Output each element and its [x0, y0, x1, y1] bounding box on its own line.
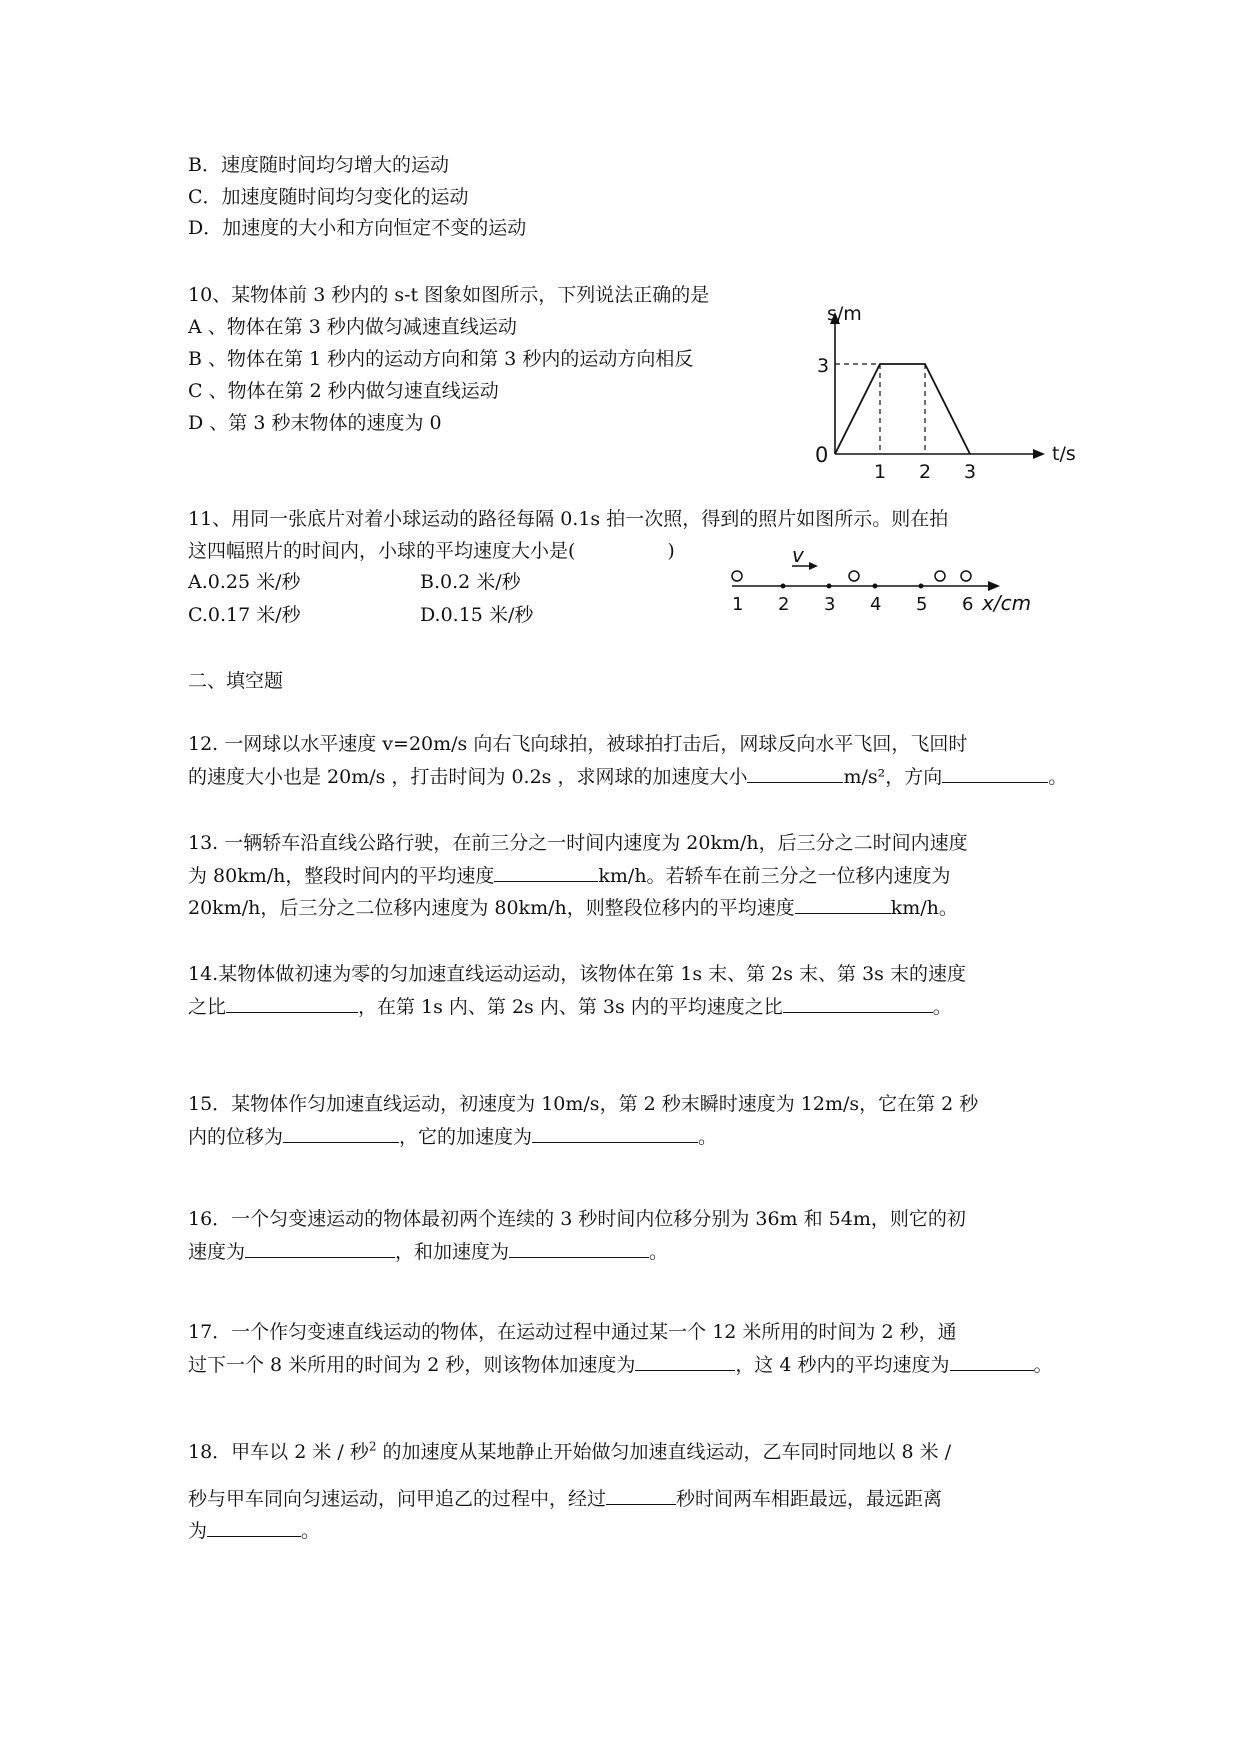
q14-line1: 14.某物体做初速为零的匀加速直线运动运动，该物体在第 1s 末、第 2s 末、第 3s 末的速度 — [188, 963, 966, 985]
q18-superscript: 2 — [368, 1439, 377, 1454]
q15-blank-displacement[interactable] — [283, 1124, 399, 1143]
q15-text-a: 内的位移为 — [188, 1126, 284, 1148]
ball-photo-1 — [732, 571, 742, 581]
track-mark-2 — [781, 584, 786, 589]
q12-text-b: m/s²，方向 — [843, 766, 943, 788]
st-graph-x-tick-1: 1 — [874, 461, 887, 480]
q16-line2 — [188, 1239, 668, 1264]
q12-text-a: 的速度大小也是 20m/s ，打击时间为 0.2s ，求网球的加速度大小 — [188, 766, 748, 788]
q16-blank-acceleration[interactable] — [509, 1239, 649, 1258]
q17-text-b: ，这 4 秒内的平均速度为 — [735, 1354, 950, 1376]
q9-option-d: D．加速度的大小和方向恒定不变的运动 — [188, 217, 527, 239]
q18-line2 — [188, 1486, 942, 1511]
q17-text-c: 。 — [1033, 1354, 1053, 1376]
section-title: 二、填空题 — [188, 670, 284, 692]
q9-option-b: B．速度随时间均匀增大的运动 — [188, 154, 449, 176]
q12-line2 — [188, 764, 1067, 789]
track-axis-arrow — [988, 581, 1000, 591]
st-graph-x-label: t/s — [1052, 443, 1076, 465]
q11-option-c: C.0.17 米/秒 — [188, 604, 301, 626]
track-tick-2: 2 — [778, 594, 790, 615]
q16-text-b: ，和加速度为 — [395, 1241, 510, 1263]
st-graph-origin: 0 — [815, 443, 829, 467]
q11-option-d: D.0.15 米/秒 — [420, 604, 534, 626]
q14-text-b: ，在第 1s 内、第 2s 内、第 3s 内的平均速度之比 — [358, 996, 783, 1018]
q13-blank-time-average[interactable] — [494, 863, 598, 882]
q10-option-c: C 、物体在第 2 秒内做匀速直线运动 — [188, 380, 499, 402]
q18-text-b: 的加速度从某地静止开始做匀加速直线运动，乙车同时同地以 8 米 / — [376, 1441, 952, 1463]
q13-line2 — [188, 863, 951, 888]
q13-blank-displacement-average[interactable] — [795, 895, 891, 914]
q17-blank-average-velocity[interactable] — [950, 1352, 1034, 1371]
st-graph-x-tick-3: 3 — [964, 461, 977, 480]
q11-stem-line2 — [188, 539, 675, 563]
q18-text-d: 秒时间两车相距最远，最远距离 — [676, 1488, 943, 1510]
q14-text-a: 之比 — [188, 996, 227, 1018]
q15-text-b: ，它的加速度为 — [399, 1126, 533, 1148]
track-mark-3 — [827, 584, 832, 589]
q14-blank-velocity-ratio[interactable] — [226, 994, 358, 1013]
q10-option-b: B 、物体在第 1 秒内的运动方向和第 3 秒内的运动方向相反 — [188, 348, 694, 370]
track-tick-3: 3 — [824, 594, 836, 615]
velocity-label: v — [792, 543, 804, 567]
q18-blank-time[interactable] — [606, 1486, 676, 1505]
q12-line1: 12. 一网球以水平速度 v=20m/s 向右飞向球拍，被球拍打击后，网球反向水平飞回，飞回时 — [188, 733, 968, 755]
ball-track-figure — [720, 540, 1050, 615]
q11-stem-line1: 11、用同一张底片对着小球运动的路径每隔 0.1s 拍一次照，得到的照片如图所示。则在拍 — [188, 508, 949, 530]
st-graph-y-label: s/m — [827, 303, 862, 325]
q15-line1: 15．某物体作匀加速直线运动，初速度为 10m/s，第 2 秒末瞬时速度为 12m/s，它在第 2 秒 — [188, 1093, 979, 1115]
q17-text-a: 过下一个 8 米所用的时间为 2 秒，则该物体加速度为 — [188, 1354, 636, 1376]
q10-option-d: D 、第 3 秒末物体的速度为 0 — [188, 412, 442, 434]
st-graph-x-tick-2: 2 — [919, 461, 932, 480]
q15-text-c: 。 — [698, 1126, 718, 1148]
q18-blank-distance[interactable] — [207, 1518, 301, 1537]
st-graph-series-line — [835, 364, 970, 454]
q17-line2 — [188, 1352, 1053, 1377]
q18-line1 — [188, 1440, 951, 1464]
q13-line1: 13. 一辆轿车沿直线公路行驶，在前三分之一时间内速度为 20km/h，后三分之二时间内速度 — [188, 832, 968, 854]
track-tick-4: 4 — [870, 594, 882, 615]
q9-option-c: C．加速度随时间均匀变化的运动 — [188, 186, 469, 208]
track-tick-5: 5 — [916, 594, 928, 615]
q11-option-a: A.0.25 米/秒 — [188, 571, 301, 593]
st-graph-y-tick-3: 3 — [817, 355, 830, 377]
q12-blank-direction[interactable] — [942, 764, 1048, 783]
q11-option-b: B.0.2 米/秒 — [420, 571, 521, 593]
q15-line2 — [188, 1124, 717, 1149]
q11-options-row1 — [188, 570, 521, 594]
q14-blank-average-ratio[interactable] — [783, 994, 933, 1013]
track-tick-1: 1 — [732, 594, 744, 615]
q13-text-d: km/h。 — [890, 897, 958, 919]
q11-options-row2 — [188, 603, 533, 627]
q13-text-b: km/h。若轿车在前三分之一位移内速度为 — [598, 865, 951, 887]
q12-text-c: 。 — [1048, 766, 1068, 788]
q12-blank-magnitude[interactable] — [747, 764, 843, 783]
st-graph-x-arrow — [1033, 449, 1045, 459]
q18-text-e: 为 — [188, 1520, 208, 1542]
q18-text-c: 秒与甲车同向匀速运动，问甲追乙的过程中，经过 — [188, 1488, 607, 1510]
q13-text-c: 20km/h，后三分之二位移内速度为 80km/h，则整段位移内的平均速度 — [188, 897, 795, 919]
st-graph — [805, 290, 1105, 480]
ball-photo-2 — [849, 571, 859, 581]
track-tick-6: 6 — [962, 594, 974, 615]
q13-line3 — [188, 895, 958, 920]
q16-text-c: 。 — [649, 1241, 669, 1263]
track-axis-label: x/cm — [982, 591, 1032, 615]
q17-line1: 17．一个作匀变速直线运动的物体，在运动过程中通过某一个 12 米所用的时间为 2 秒，通 — [188, 1321, 957, 1343]
q13-text-a: 为 80km/h，整段时间内的平均速度 — [188, 865, 495, 887]
track-mark-5 — [919, 584, 924, 589]
q16-line1: 16．一个匀变速运动的物体最初两个连续的 3 秒时间内位移分别为 36m 和 54m，则它的初 — [188, 1208, 966, 1230]
q18-text-f: 。 — [301, 1520, 321, 1542]
ball-photo-3 — [935, 571, 945, 581]
q17-blank-acceleration[interactable] — [635, 1352, 735, 1371]
ball-photo-4 — [961, 571, 971, 581]
velocity-arrow-head — [809, 562, 818, 570]
q16-blank-initial-velocity[interactable] — [245, 1239, 395, 1258]
q16-text-a: 速度为 — [188, 1241, 246, 1263]
q15-blank-acceleration[interactable] — [532, 1124, 698, 1143]
q10-option-a: A 、物体在第 3 秒内做匀减速直线运动 — [188, 316, 517, 338]
q11-stem-line2-text: 这四幅照片的时间内，小球的平均速度大小是( — [188, 540, 576, 562]
track-mark-4 — [873, 584, 878, 589]
q10-stem: 10、某物体前 3 秒内的 s-t 图象如图所示，下列说法正确的是 — [188, 284, 710, 306]
q18-line3 — [188, 1518, 320, 1543]
q11-close-paren: ) — [667, 540, 675, 562]
q14-text-c: 。 — [932, 996, 952, 1018]
q14-line2 — [188, 994, 952, 1019]
q18-text-a: 18．甲车以 2 米 / 秒 — [188, 1441, 369, 1463]
